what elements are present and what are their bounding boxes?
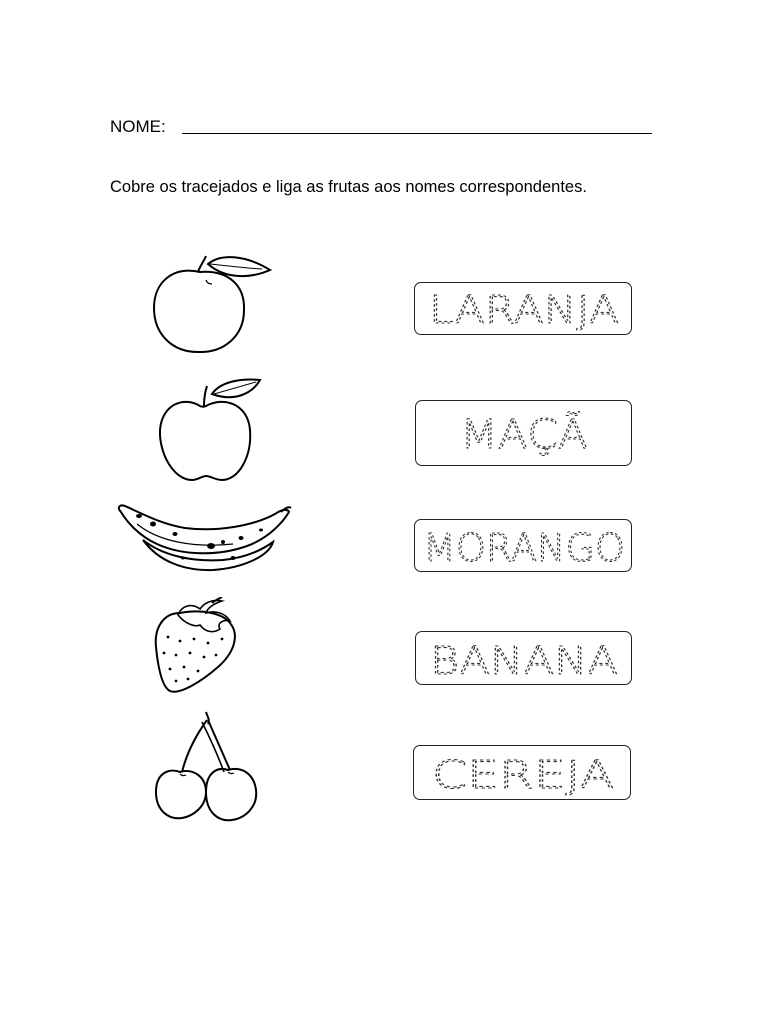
word-box-banana[interactable]	[415, 631, 632, 685]
word-box-morango[interactable]	[414, 519, 632, 572]
word-box-cereja[interactable]	[413, 745, 631, 800]
orange-icon	[148, 252, 273, 357]
word-box-laranja[interactable]	[414, 282, 632, 335]
word-trace-text: LARANJA	[429, 288, 619, 332]
apple-icon	[154, 376, 264, 486]
word-trace-text: CEREJA	[432, 753, 614, 797]
word-trace-text: MAÇÃ	[460, 412, 577, 458]
name-label: NOME:	[110, 117, 166, 136]
name-row	[110, 117, 655, 139]
name-field-line[interactable]	[182, 133, 652, 134]
word-trace-text: BANANA	[430, 639, 618, 683]
cherries-icon	[150, 708, 262, 826]
word-box-maca[interactable]	[415, 400, 632, 466]
banana-icon	[113, 500, 293, 575]
instruction-text: Cobre os tracejados e liga as frutas aos nomes correspondentes.	[110, 178, 587, 196]
strawberry-icon	[150, 597, 245, 697]
word-trace-text: MORANGO	[423, 526, 625, 570]
